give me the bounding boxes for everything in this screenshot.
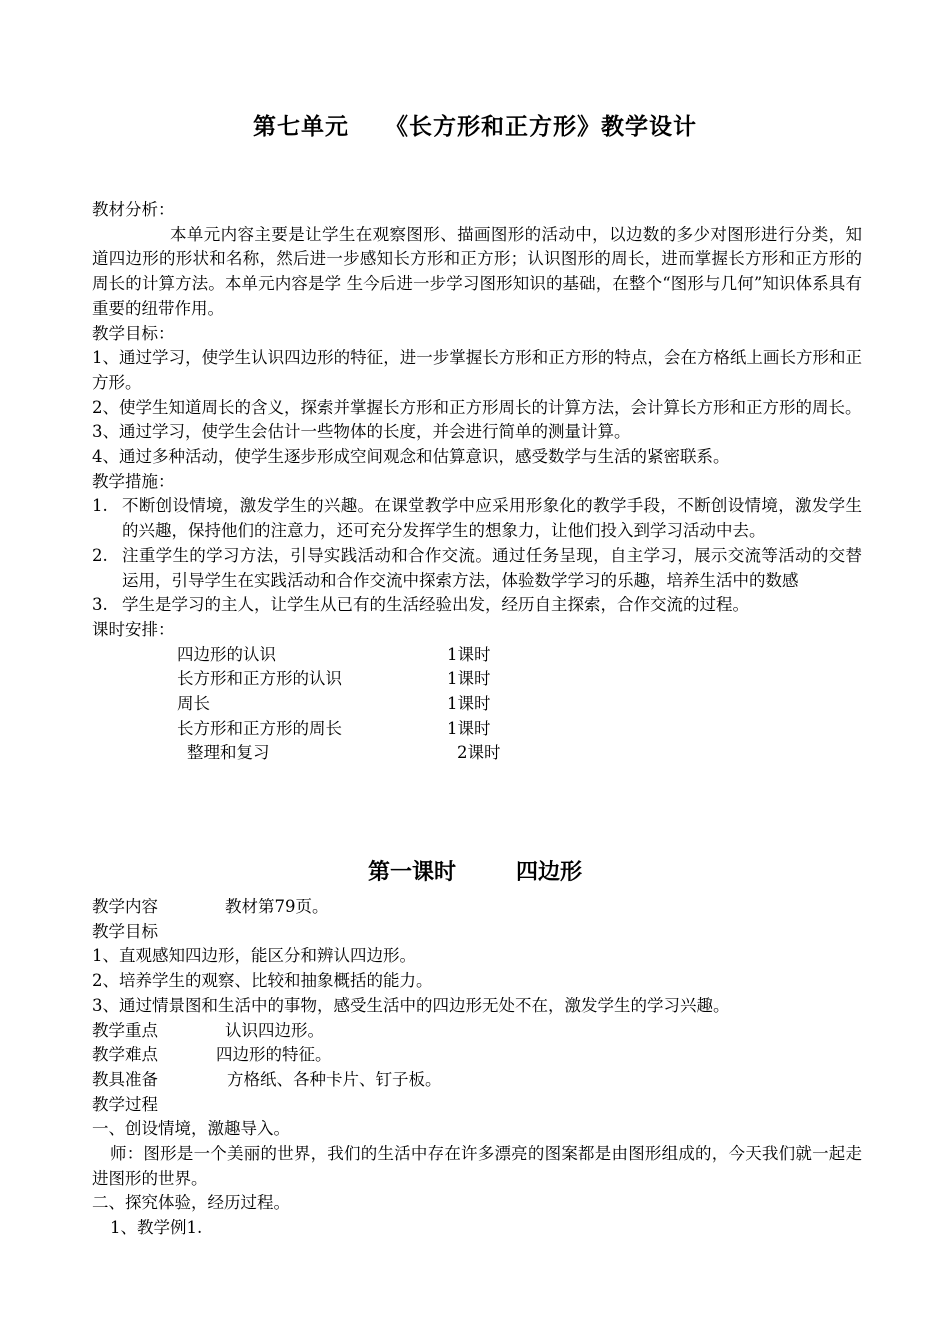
process-heading: 教学过程 [92,1094,158,1114]
schedule-heading: 课时安排： [92,619,175,639]
schedule-row [177,667,862,692]
lesson-title [0,855,950,886]
key-point-row [92,1019,862,1044]
measure-item [92,494,862,543]
schedule-row [177,741,862,766]
schedule-hours: 1课时 [447,718,491,738]
tools-row [92,1068,862,1093]
content-label: 教学内容 [92,897,158,916]
key-point-label: 教学重点 [92,1020,158,1040]
measure-text: 注重学生的学习方法，引导实践活动和合作交流。通过任务呈现，自主学习，展示交流等活动的交替运用，引导学生在实践活动和合作交流中探索方法，体验数学学习的乐趣，培养生活中的数感 [122,545,862,590]
measure-item [92,544,862,593]
schedule-table [177,643,862,767]
unit-title [0,108,950,141]
schedule-hours: 1课时 [447,644,491,664]
content-row [92,895,862,920]
process-step-2-sub: 1、教学例1. [110,1218,203,1238]
measures-heading: 教学措施： [92,471,175,491]
lesson-title-part1: 第一课时 [367,860,456,885]
analysis-heading: 教材分析： [92,200,175,219]
tools-label: 教具准备 [92,1069,158,1089]
schedule-topic: 四边形的认识 [177,644,276,664]
schedule-row [177,692,862,717]
key-point-value: 认识四边形。 [225,1020,324,1040]
lesson-goal-item: 2、培养学生的观察、比较和抽象概括的能力。 [92,971,433,991]
measure-item [92,593,862,618]
measure-number: 2. [92,545,108,565]
schedule-row [177,643,862,668]
unit-title-part1: 第七单元 [253,114,349,140]
goal-item: 2、使学生知道周长的含义，探索并掌握长方形和正方形周长的计算方法，会计算长方形和正方形的周长。 [92,397,862,417]
unit-title-part2: 《长方形和正方形》教学设计 [385,114,697,140]
goal-item: 1、通过学习，使学生认识四边形的特征，进一步掌握长方形和正方形的特点，会在方格纸上画长方形和正方形。 [92,348,862,392]
lesson-plan [92,895,862,1241]
process-step-2: 二、探究体验，经历过程。 [92,1193,290,1213]
schedule-topic: 长方形和正方形的认识 [177,669,342,689]
measure-text: 不断创设情境，激发学生的兴趣。在课堂教学中应采用形象化的教学手段，不断创设情境，激发学生的兴趣，保持他们的注意力，还可充分发挥学生的想象力，让他们投入到学习活动中去。 [122,496,862,541]
goals-heading: 教学目标： [92,323,175,343]
process-step-1-text: 师：图形是一个美丽的世界，我们的生活中存在许多漂亮的图案都是由图形组成的，今天我们就一起走进图形的世界。 [92,1144,862,1188]
measure-number: 3. [92,595,108,615]
analysis-paragraph: 本单元内容主要是让学生在观察图形、描画图形的活动中，以边数的多少对图形进行分类，知道四边形的形状和名称，然后进一步感知长方形和正方形；认识图形的周长，进而掌握长方形和正方形的周长的计算方法。本单元内容是学 生今后进一步学习图形知识的基础，在整个“图形与几何”知识体系具有重要的纽带作用。 [92,224,862,318]
difficulty-value: 四边形的特征。 [216,1045,332,1065]
schedule-hours: 2课时 [457,743,501,763]
lesson-goals-heading: 教学目标 [92,921,158,941]
lesson-goal-item: 1、直观感知四边形，能区分和辨认四边形。 [92,946,416,966]
measure-number: 1. [92,496,108,516]
measure-text: 学生是学习的主人，让学生从已有的生活经验出发，经历自主探索，合作交流的过程。 [122,595,749,615]
goal-item: 4、通过多种活动，使学生逐步形成空间观念和估算意识，感受数学与生活的紧密联系。 [92,447,730,467]
process-step-1: 一、创设情境，激趣导入。 [92,1119,290,1139]
schedule-topic: 周长 [177,694,210,714]
schedule-topic: 长方形和正方形的周长 [177,718,342,738]
lesson-goal-item: 3、通过情景图和生活中的事物，感受生活中的四边形无处不在，激发学生的学习兴趣。 [92,995,730,1015]
schedule-row [177,717,862,742]
schedule-hours: 1课时 [447,694,491,714]
difficulty-row [92,1043,862,1068]
lesson-title-part2: 四边形 [516,860,583,885]
schedule-topic: 整理和复习 [187,743,270,763]
difficulty-label: 教学难点 [92,1045,158,1065]
schedule-hours: 1课时 [447,669,491,689]
goal-item: 3、通过学习，使学生会估计一些物体的长度，并会进行简单的测量计算。 [92,422,631,442]
unit-overview [92,198,862,766]
tools-value: 方格纸、各种卡片、钉子板。 [227,1069,442,1089]
content-value: 教材第79页。 [225,897,329,916]
